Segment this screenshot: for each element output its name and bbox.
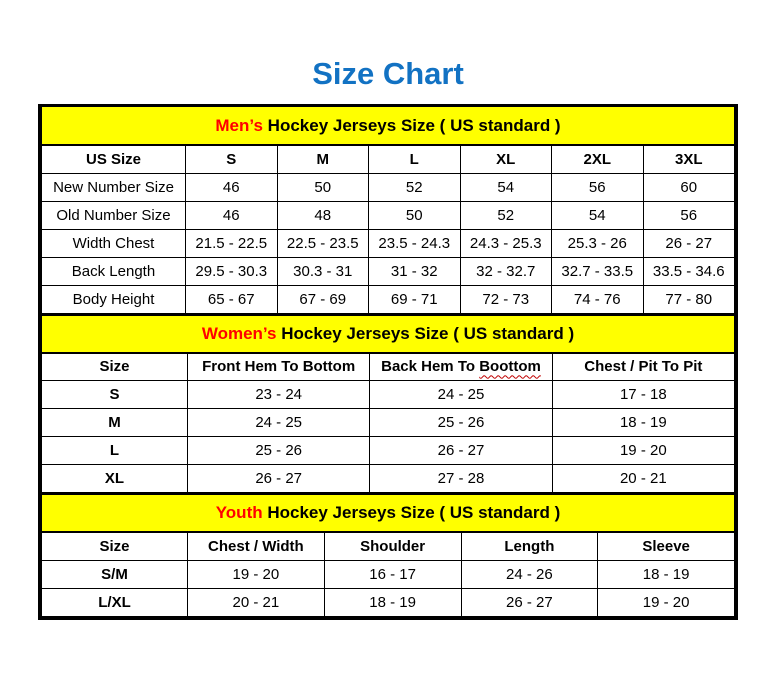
value-cell: 22.5 - 23.5 bbox=[277, 229, 369, 257]
youth-section-title bbox=[42, 494, 735, 532]
value-cell: 25 - 26 bbox=[188, 437, 370, 465]
value-cell: 52 bbox=[460, 201, 552, 229]
value-cell: 56 bbox=[552, 173, 644, 201]
column-header-cell: 3XL bbox=[643, 145, 735, 173]
mens-section-title bbox=[42, 107, 735, 145]
value-cell: 24 - 25 bbox=[370, 381, 552, 409]
column-header-cell: Front Hem To Bottom bbox=[188, 353, 370, 381]
value-cell: 25.3 - 26 bbox=[552, 229, 644, 257]
page-title: Size Chart bbox=[312, 56, 464, 91]
row-label-cell: M bbox=[42, 409, 188, 437]
womens-size-table bbox=[41, 314, 735, 494]
section-title-text: Hockey Jerseys Size ( US standard ) bbox=[267, 503, 561, 522]
misspelled-word: Boottom bbox=[479, 358, 541, 376]
value-cell: 26 - 27 bbox=[643, 229, 735, 257]
column-header-row bbox=[42, 353, 735, 381]
row-label-cell: Back Length bbox=[42, 257, 186, 285]
value-cell: 72 - 73 bbox=[460, 285, 552, 313]
value-cell: 29.5 - 30.3 bbox=[186, 257, 278, 285]
column-header-cell: Sleeve bbox=[598, 532, 735, 560]
row-label-cell: S/M bbox=[42, 560, 188, 588]
value-cell: 54 bbox=[552, 201, 644, 229]
column-header-cell: Chest / Width bbox=[188, 532, 325, 560]
value-cell: 20 - 21 bbox=[188, 588, 325, 616]
column-header-cell: Size bbox=[42, 532, 188, 560]
value-cell: 23 - 24 bbox=[188, 381, 370, 409]
table-row bbox=[42, 465, 735, 493]
column-header-cell: US Size bbox=[42, 145, 186, 173]
section-title-text: Hockey Jerseys Size ( US standard ) bbox=[281, 323, 575, 343]
table-row bbox=[42, 437, 735, 465]
section-title-highlight: Men’s bbox=[215, 115, 263, 135]
value-cell: 18 - 19 bbox=[324, 588, 461, 616]
value-cell: 16 - 17 bbox=[324, 560, 461, 588]
mens-size-table bbox=[41, 107, 735, 314]
column-header-cell: M bbox=[277, 145, 369, 173]
table-row bbox=[42, 257, 735, 285]
row-label-cell: L/XL bbox=[42, 588, 188, 616]
value-cell: 60 bbox=[643, 173, 735, 201]
value-cell: 26 - 27 bbox=[188, 465, 370, 493]
section-title-text: Hockey Jerseys Size ( US standard ) bbox=[267, 115, 561, 135]
table-row bbox=[42, 201, 735, 229]
row-label-cell: S bbox=[42, 381, 188, 409]
row-label-cell: XL bbox=[42, 465, 188, 493]
value-cell: 24.3 - 25.3 bbox=[460, 229, 552, 257]
value-cell: 20 - 21 bbox=[552, 465, 734, 493]
column-header-cell: Length bbox=[461, 532, 598, 560]
value-cell: 26 - 27 bbox=[370, 437, 552, 465]
section-title-row bbox=[42, 107, 735, 145]
value-cell: 27 - 28 bbox=[370, 465, 552, 493]
value-cell: 24 - 26 bbox=[461, 560, 598, 588]
value-cell: 74 - 76 bbox=[552, 285, 644, 313]
value-cell: 33.5 - 34.6 bbox=[643, 257, 735, 285]
column-header-cell: Shoulder bbox=[324, 532, 461, 560]
value-cell: 24 - 25 bbox=[188, 409, 370, 437]
value-cell: 23.5 - 24.3 bbox=[369, 229, 461, 257]
column-header-cell: XL bbox=[460, 145, 552, 173]
column-header-cell: 2XL bbox=[552, 145, 644, 173]
value-cell: 56 bbox=[643, 201, 735, 229]
value-cell: 46 bbox=[186, 201, 278, 229]
value-cell: 26 - 27 bbox=[461, 588, 598, 616]
column-header-text: Back Hem To bbox=[381, 358, 476, 376]
column-header-cell bbox=[370, 353, 552, 381]
column-header-cell: S bbox=[186, 145, 278, 173]
value-cell: 19 - 20 bbox=[598, 588, 735, 616]
value-cell: 77 - 80 bbox=[643, 285, 735, 313]
value-cell: 32 - 32.7 bbox=[460, 257, 552, 285]
column-header-cell: L bbox=[369, 145, 461, 173]
section-title-highlight: Youth bbox=[215, 503, 263, 522]
row-label-cell: L bbox=[42, 437, 188, 465]
size-chart bbox=[38, 104, 738, 620]
table-row bbox=[42, 229, 735, 257]
value-cell: 19 - 20 bbox=[188, 560, 325, 588]
value-cell: 17 - 18 bbox=[552, 381, 734, 409]
value-cell: 67 - 69 bbox=[277, 285, 369, 313]
value-cell: 69 - 71 bbox=[369, 285, 461, 313]
value-cell: 65 - 67 bbox=[186, 285, 278, 313]
value-cell: 18 - 19 bbox=[598, 560, 735, 588]
table-row bbox=[42, 285, 735, 313]
section-title-row bbox=[42, 494, 735, 532]
table-row bbox=[42, 588, 735, 616]
value-cell: 50 bbox=[277, 173, 369, 201]
column-header-row bbox=[42, 145, 735, 173]
value-cell: 19 - 20 bbox=[552, 437, 734, 465]
table-row bbox=[42, 560, 735, 588]
column-header-cell: Chest / Pit To Pit bbox=[552, 353, 734, 381]
column-header-row bbox=[42, 532, 735, 560]
value-cell: 18 - 19 bbox=[552, 409, 734, 437]
value-cell: 30.3 - 31 bbox=[277, 257, 369, 285]
section-title-row bbox=[42, 315, 735, 353]
youth-size-table bbox=[41, 493, 735, 617]
value-cell: 50 bbox=[369, 201, 461, 229]
womens-section-title bbox=[42, 315, 735, 353]
value-cell: 21.5 - 22.5 bbox=[186, 229, 278, 257]
column-header-cell: Size bbox=[42, 353, 188, 381]
value-cell: 54 bbox=[460, 173, 552, 201]
value-cell: 25 - 26 bbox=[370, 409, 552, 437]
value-cell: 31 - 32 bbox=[369, 257, 461, 285]
row-label-cell: Old Number Size bbox=[42, 201, 186, 229]
value-cell: 48 bbox=[277, 201, 369, 229]
table-row bbox=[42, 173, 735, 201]
row-label-cell: New Number Size bbox=[42, 173, 186, 201]
table-row bbox=[42, 409, 735, 437]
value-cell: 46 bbox=[186, 173, 278, 201]
value-cell: 32.7 - 33.5 bbox=[552, 257, 644, 285]
row-label-cell: Width Chest bbox=[42, 229, 186, 257]
section-title-highlight: Women’s bbox=[201, 323, 277, 343]
table-row bbox=[42, 381, 735, 409]
row-label-cell: Body Height bbox=[42, 285, 186, 313]
value-cell: 52 bbox=[369, 173, 461, 201]
